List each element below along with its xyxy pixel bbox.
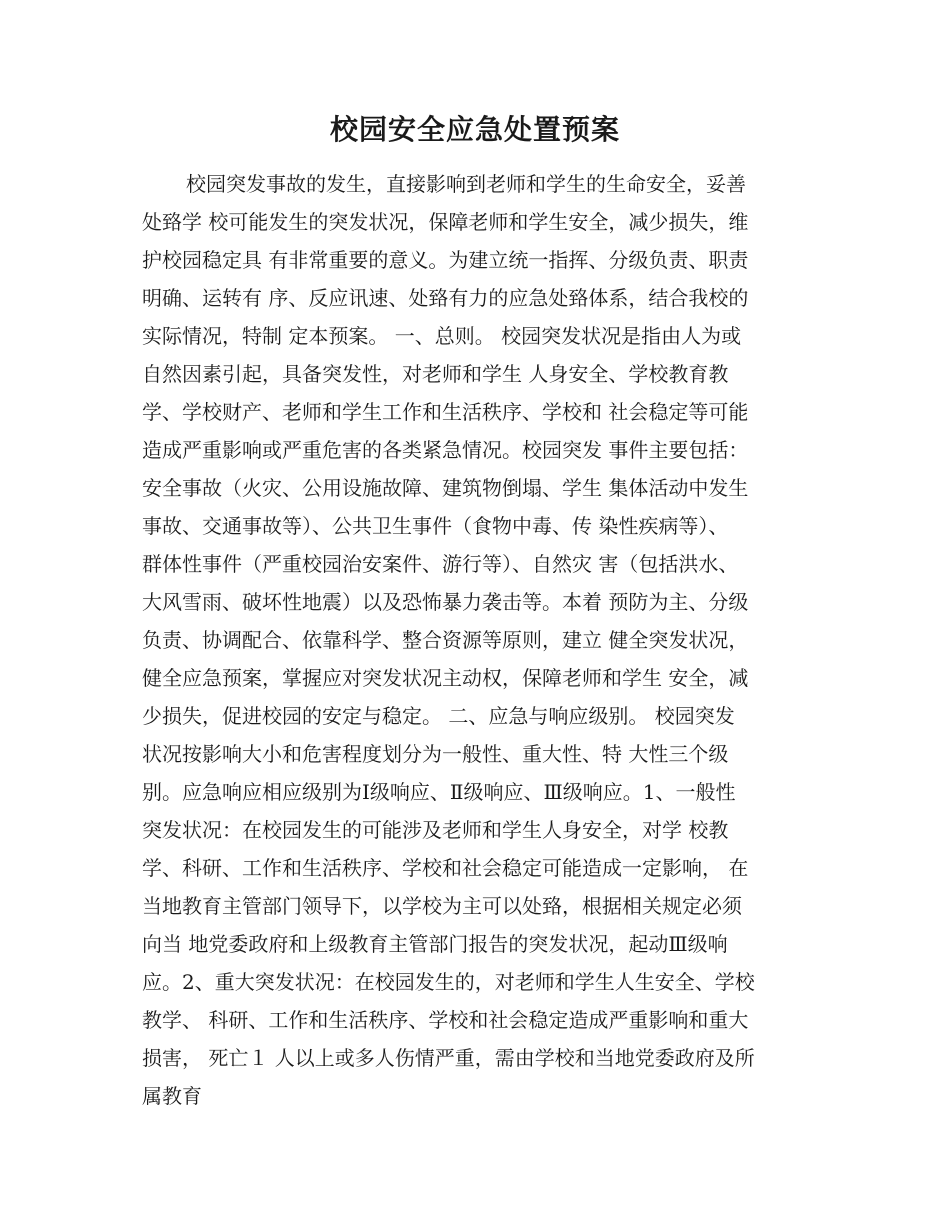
body-line: 别。应急响应相应级别为Ⅰ级响应、Ⅱ级响应、Ⅲ级响应。1、一般性 bbox=[142, 780, 736, 804]
body-line: 校园突发事故的发生，直接影响到老师和学生的生命安全，妥善 bbox=[186, 172, 746, 196]
body-line: 护校园稳定具 有非常重要的意义。为建立统一指挥、分级负责、职责 bbox=[142, 248, 749, 272]
body-line: 突发状况：在校园发生的可能涉及老师和学生人身安全，对学 校教 bbox=[142, 818, 729, 842]
body-line: 安全事故（火灾、公用设施故障、建筑物倒塌、学生 集体活动中发生 bbox=[142, 476, 749, 500]
body-line: 事故、交通事故等）、公共卫生事件（食物中毒、传 染性疾病等）、 bbox=[142, 514, 729, 538]
body-line: 应。2、重大突发状况：在校园发生的，对老师和学生人生安全、学校 bbox=[142, 970, 755, 994]
body-line: 状况按影响大小和危害程度划分为一般性、重大性、特 大性三个级 bbox=[142, 742, 729, 766]
body-line: 造成严重影响或严重危害的各类紧急情况。校园突发 事件主要包括： bbox=[142, 438, 749, 462]
body-line: 明确、运转有 序、反应讯速、处臵有力的应急处臵体系，结合我校的 bbox=[142, 286, 749, 310]
body-line: 自然因素引起，具备突发性，对老师和学生 人身安全、学校教育教 bbox=[142, 362, 729, 386]
body-line: 向当 地党委政府和上级教育主管部门报告的突发状况，起动Ⅲ级响 bbox=[142, 932, 728, 956]
body-line: 教学、 科研、工作和生活秩序、学校和社会稳定造成严重影响和重大 bbox=[142, 1008, 749, 1032]
body-line: 学、学校财产、老师和学生工作和生活秩序、学校和 社会稳定等可能 bbox=[142, 400, 749, 424]
body-line: 大风雪雨、破坏性地震）以及恐怖暴力袭击等。本着 预防为主、分级 bbox=[142, 590, 749, 614]
body-line: 属教育 bbox=[142, 1084, 202, 1108]
document-title: 校园安全应急处置预案 bbox=[329, 113, 620, 146]
body-line: 处臵学 校可能发生的突发状况，保障老师和学生安全，减少损失，维 bbox=[142, 210, 749, 234]
document-body bbox=[142, 165, 812, 1115]
body-line: 损害， 死亡１ 人以上或多人伤情严重，需由学校和当地党委政府及所 bbox=[142, 1046, 755, 1070]
body-line: 实际情况，特制 定本预案。 一、总则。 校园突发状况是指由人为或 bbox=[142, 324, 742, 348]
body-line: 群体性事件（严重校园治安案件、游行等）、自然灾 害（包括洪水、 bbox=[142, 552, 739, 576]
body-line: 学、科研、工作和生活秩序、学校和社会稳定可能造成一定影响， 在 bbox=[142, 856, 749, 880]
body-line: 少损失，促进校园的安定与稳定。 二、应急与响应级别。 校园突发 bbox=[142, 704, 735, 728]
body-line: 当地教育主管部门领导下，以学校为主可以处臵，根据相关规定必须 bbox=[142, 894, 742, 918]
body-line: 负责、协调配合、依靠科学、整合资源等原则，建立 健全突发状况， bbox=[142, 628, 749, 652]
body-line: 健全应急预案，掌握应对突发状况主动权，保障老师和学生 安全，减 bbox=[142, 666, 749, 690]
